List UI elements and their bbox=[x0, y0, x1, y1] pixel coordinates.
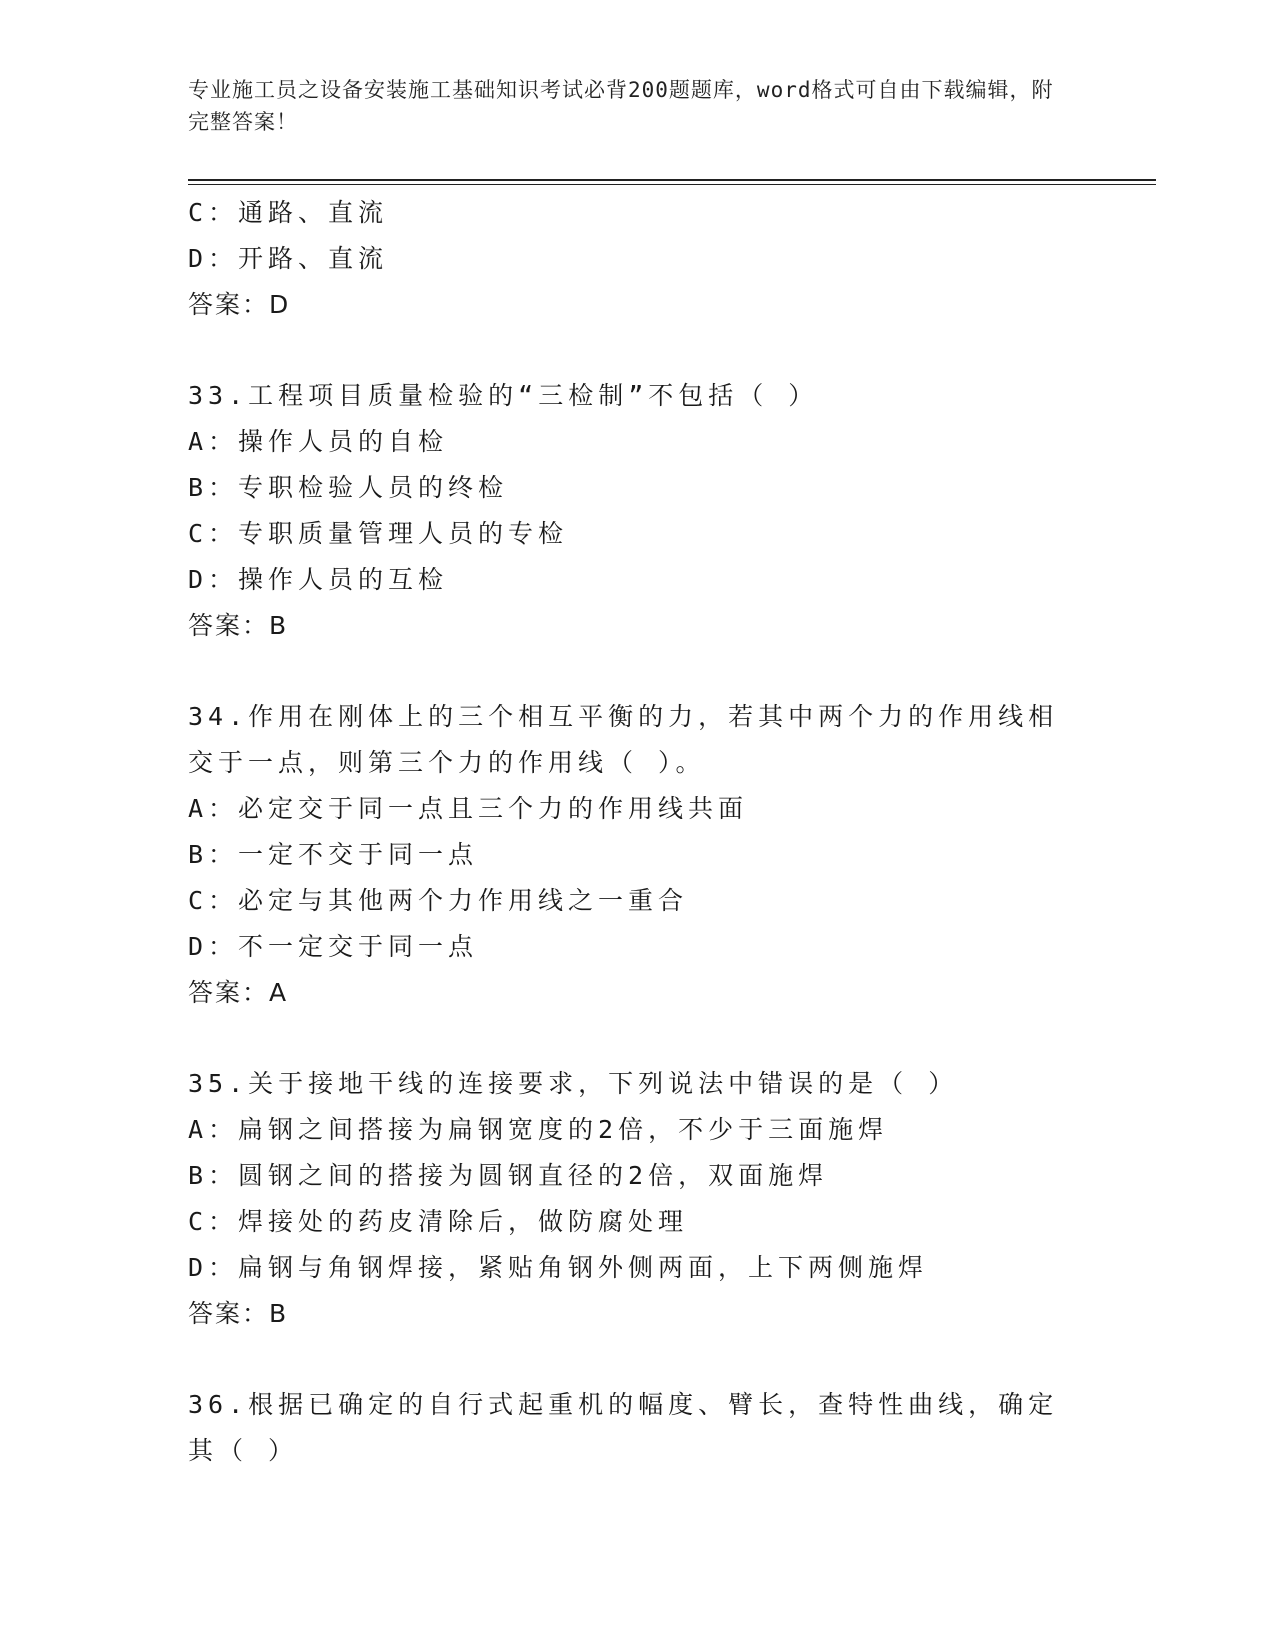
spacer bbox=[188, 328, 1088, 373]
option-c: C：焊接处的药皮清除后，做防腐处理 bbox=[188, 1207, 689, 1236]
option-c: C：必定与其他两个力作用线之一重合 bbox=[188, 886, 689, 915]
question-35 bbox=[188, 1061, 1088, 1337]
question-32-tail bbox=[188, 190, 1088, 328]
question-list bbox=[188, 190, 1088, 1474]
option-d: D：不一定交于同一点 bbox=[188, 932, 479, 961]
question-stem: 36.根据已确定的自行式起重机的幅度、臂长，查特性曲线，确定其（ ） bbox=[188, 1390, 1059, 1465]
answer-line: 答案：A bbox=[188, 978, 289, 1007]
spacer bbox=[188, 649, 1088, 694]
spacer bbox=[188, 1337, 1088, 1382]
option-a: A：操作人员的自检 bbox=[188, 427, 449, 456]
question-stem: 34.作用在刚体上的三个相互平衡的力，若其中两个力的作用线相交于一点，则第三个力的作用线（ ）。 bbox=[188, 702, 1059, 777]
document-header: 专业施工员之设备安装施工基础知识考试必背200题题库，word格式可自由下载编辑，附完整答案！ bbox=[188, 78, 1054, 134]
option-d: D：开路、直流 bbox=[188, 244, 389, 273]
answer-line: 答案：B bbox=[188, 1299, 289, 1328]
header-divider bbox=[188, 179, 1156, 181]
option-b: B：专职检验人员的终检 bbox=[188, 473, 509, 502]
question-stem: 33.工程项目质量检验的“三检制”不包括（ ） bbox=[188, 381, 819, 410]
answer-line: 答案：D bbox=[188, 290, 291, 319]
option-b: B：圆钢之间的搭接为圆钢直径的2倍，双面施焊 bbox=[188, 1161, 829, 1190]
header-divider-thin bbox=[188, 184, 1156, 185]
option-d: D：扁钢与角钢焊接，紧贴角钢外侧两面，上下两侧施焊 bbox=[188, 1253, 929, 1282]
answer-line: 答案：B bbox=[188, 611, 289, 640]
question-33 bbox=[188, 373, 1088, 649]
option-c: C：通路、直流 bbox=[188, 198, 389, 227]
option-c: C：专职质量管理人员的专检 bbox=[188, 519, 569, 548]
option-d: D：操作人员的互检 bbox=[188, 565, 449, 594]
question-34 bbox=[188, 694, 1088, 1016]
option-a: A：扁钢之间搭接为扁钢宽度的2倍，不少于三面施焊 bbox=[188, 1115, 889, 1144]
option-a: A：必定交于同一点且三个力的作用线共面 bbox=[188, 794, 749, 823]
option-b: B：一定不交于同一点 bbox=[188, 840, 479, 869]
spacer bbox=[188, 1016, 1088, 1061]
question-36 bbox=[188, 1382, 1088, 1474]
question-stem: 35.关于接地干线的连接要求，下列说法中错误的是（ ） bbox=[188, 1069, 959, 1098]
